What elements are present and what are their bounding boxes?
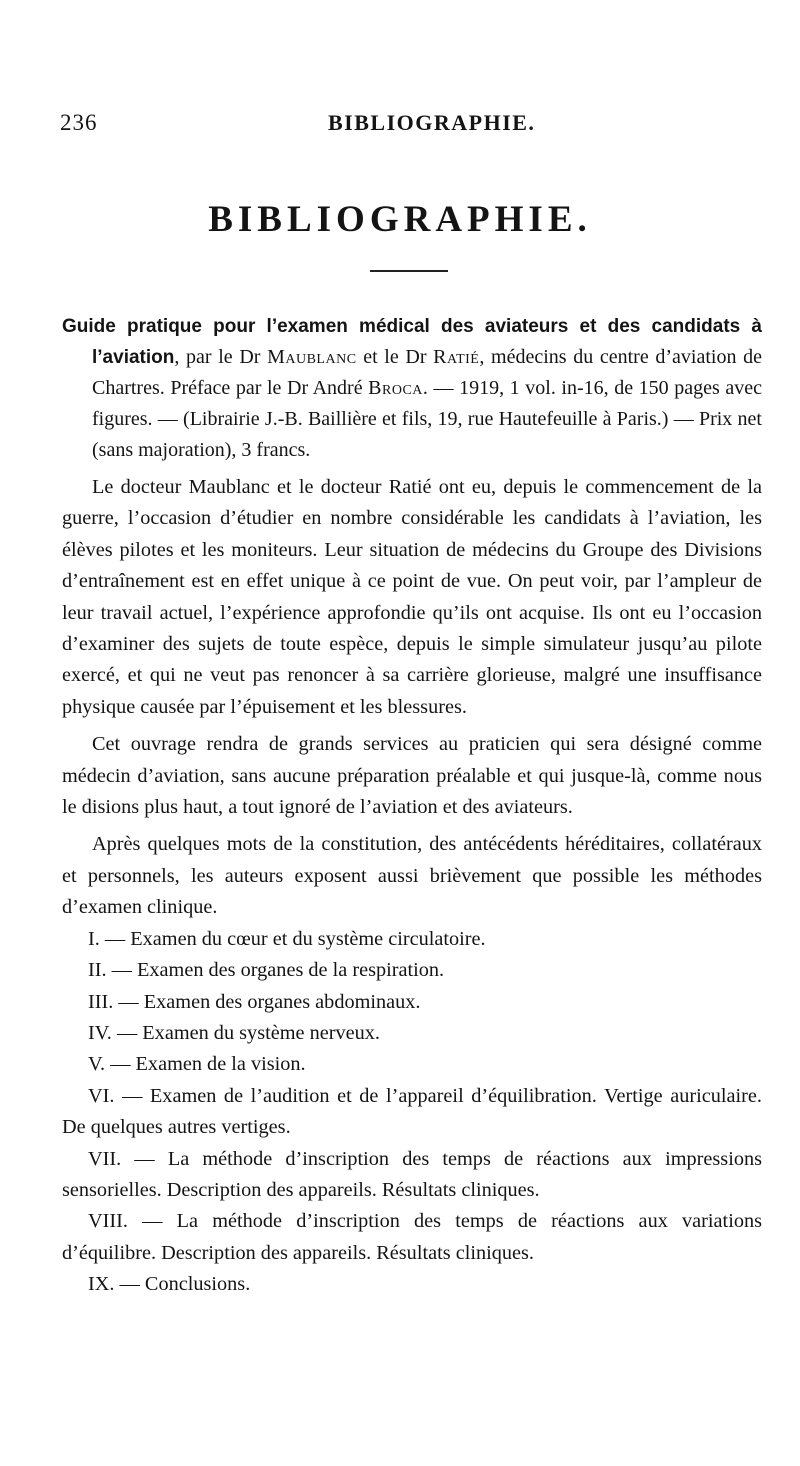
page-number: 236 (60, 110, 98, 135)
running-head (0, 110, 800, 140)
chapter-number: IX. (88, 1273, 115, 1296)
entry-details: . — 1919, 1 vol. in-16, de 150 pages avec figures. — (Librairie J.-B. Baillière et fils, 19, rue Hautefeuille à Paris.) — Prix net (sans majoration), 3 francs. (92, 377, 762, 461)
chapter-number: V. (88, 1053, 106, 1076)
entry-by: , par le Dr (174, 346, 268, 368)
chapter-number: II. (88, 959, 107, 982)
chapter-number: VI. (88, 1084, 115, 1107)
chapter-item (62, 987, 762, 1018)
preface-author: Broca (368, 377, 423, 399)
chapter-item (62, 1144, 762, 1207)
paragraph-2: Cet ouvrage rendra de grands services au praticien qui sera désigné comme médecin d’aviation, sans aucune préparation préalable et qui jusque-là, comme nous le disions plus haut, a tout ignoré de l’aviation et des aviateurs. (62, 733, 762, 819)
chapter-text: — Examen du système nerveux. (116, 1021, 380, 1044)
entry-and: et le Dr (356, 346, 434, 368)
chapter-item (62, 924, 762, 955)
chapter-list (62, 924, 762, 1301)
chapter-text: — Examen de la vision. (110, 1053, 306, 1076)
chapter-number: IV. (88, 1021, 112, 1044)
paragraph-1: Le docteur Maublanc et le docteur Ratié ont eu, depuis le commencement de la guerre, l’occasion d’étudier en nombre considérable les candidats à l’aviation, les élèves pilotes et les moniteurs. Leur situation de médecins du Groupe des Divisions d’entraînement est en effet unique à ce point de vue. On peut voir, par l’ampleur de leur travail actuel, l’expérience approfondie qu’ils ont acquise. Ils ont eu l’occasion d’examiner des sujets de toute espèce, depuis le simple simulateur jusqu’au pilote exercé, et qui ne veut pas renoncer à sa carrière glorieuse, malgré une insuffisance physique causée par l’épuisement et les blessures. (62, 476, 762, 718)
title-divider (370, 270, 448, 272)
chapter-text: — La méthode d’inscription des temps de réactions aux impressions sensorielles. Description des appareils. Résultats cliniques. (62, 1147, 763, 1201)
chapter-number: III. (88, 990, 114, 1013)
section-title: BIBLIOGRAPHIE. (208, 199, 592, 240)
chapter-item (62, 955, 762, 986)
chapter-item (62, 1049, 762, 1080)
chapter-number: VII. (88, 1147, 122, 1170)
bibliography-entry (62, 311, 762, 466)
chapter-text: — Examen des organes abdominaux. (118, 990, 421, 1013)
chapter-item (62, 1081, 762, 1144)
body-text (62, 311, 762, 1301)
chapter-text: — Examen du cœur et du système circulatoire. (104, 927, 486, 950)
chapter-item (62, 1269, 762, 1300)
chapter-text: — Examen des organes de la respiration. (111, 959, 445, 982)
chapter-item (62, 1018, 762, 1049)
chapter-text: — La méthode d’inscription des temps de réactions aux variations d’équilibre. Description des appareils. Résultats cliniques. (62, 1210, 762, 1264)
chapter-number: I. (88, 927, 100, 950)
book-title: Guide pratique pour l’examen médical des aviateurs et des candidats à l’aviation (62, 316, 762, 368)
chapter-text: — Conclusions. (119, 1273, 251, 1296)
chapter-text: — Examen de l’audition et de l’appareil d’équilibration. Vertige auriculaire. De quelques autres vertiges. (62, 1084, 762, 1139)
author-2: Ratié (433, 346, 480, 368)
paragraph-3: Après quelques mots de la constitution, des antécédents héréditaires, collatéraux et personnels, les auteurs exposent aussi brièvement que possible les méthodes d’examen clinique. (62, 833, 762, 919)
chapter-number: VIII. (88, 1210, 128, 1233)
chapter-item (62, 1206, 762, 1269)
entry-affiliation: , médecins du centre d’aviation de Chartres. Préface par le Dr André (92, 346, 762, 399)
running-title: BIBLIOGRAPHIE. (328, 110, 536, 135)
author-1: Maublanc (267, 346, 357, 368)
